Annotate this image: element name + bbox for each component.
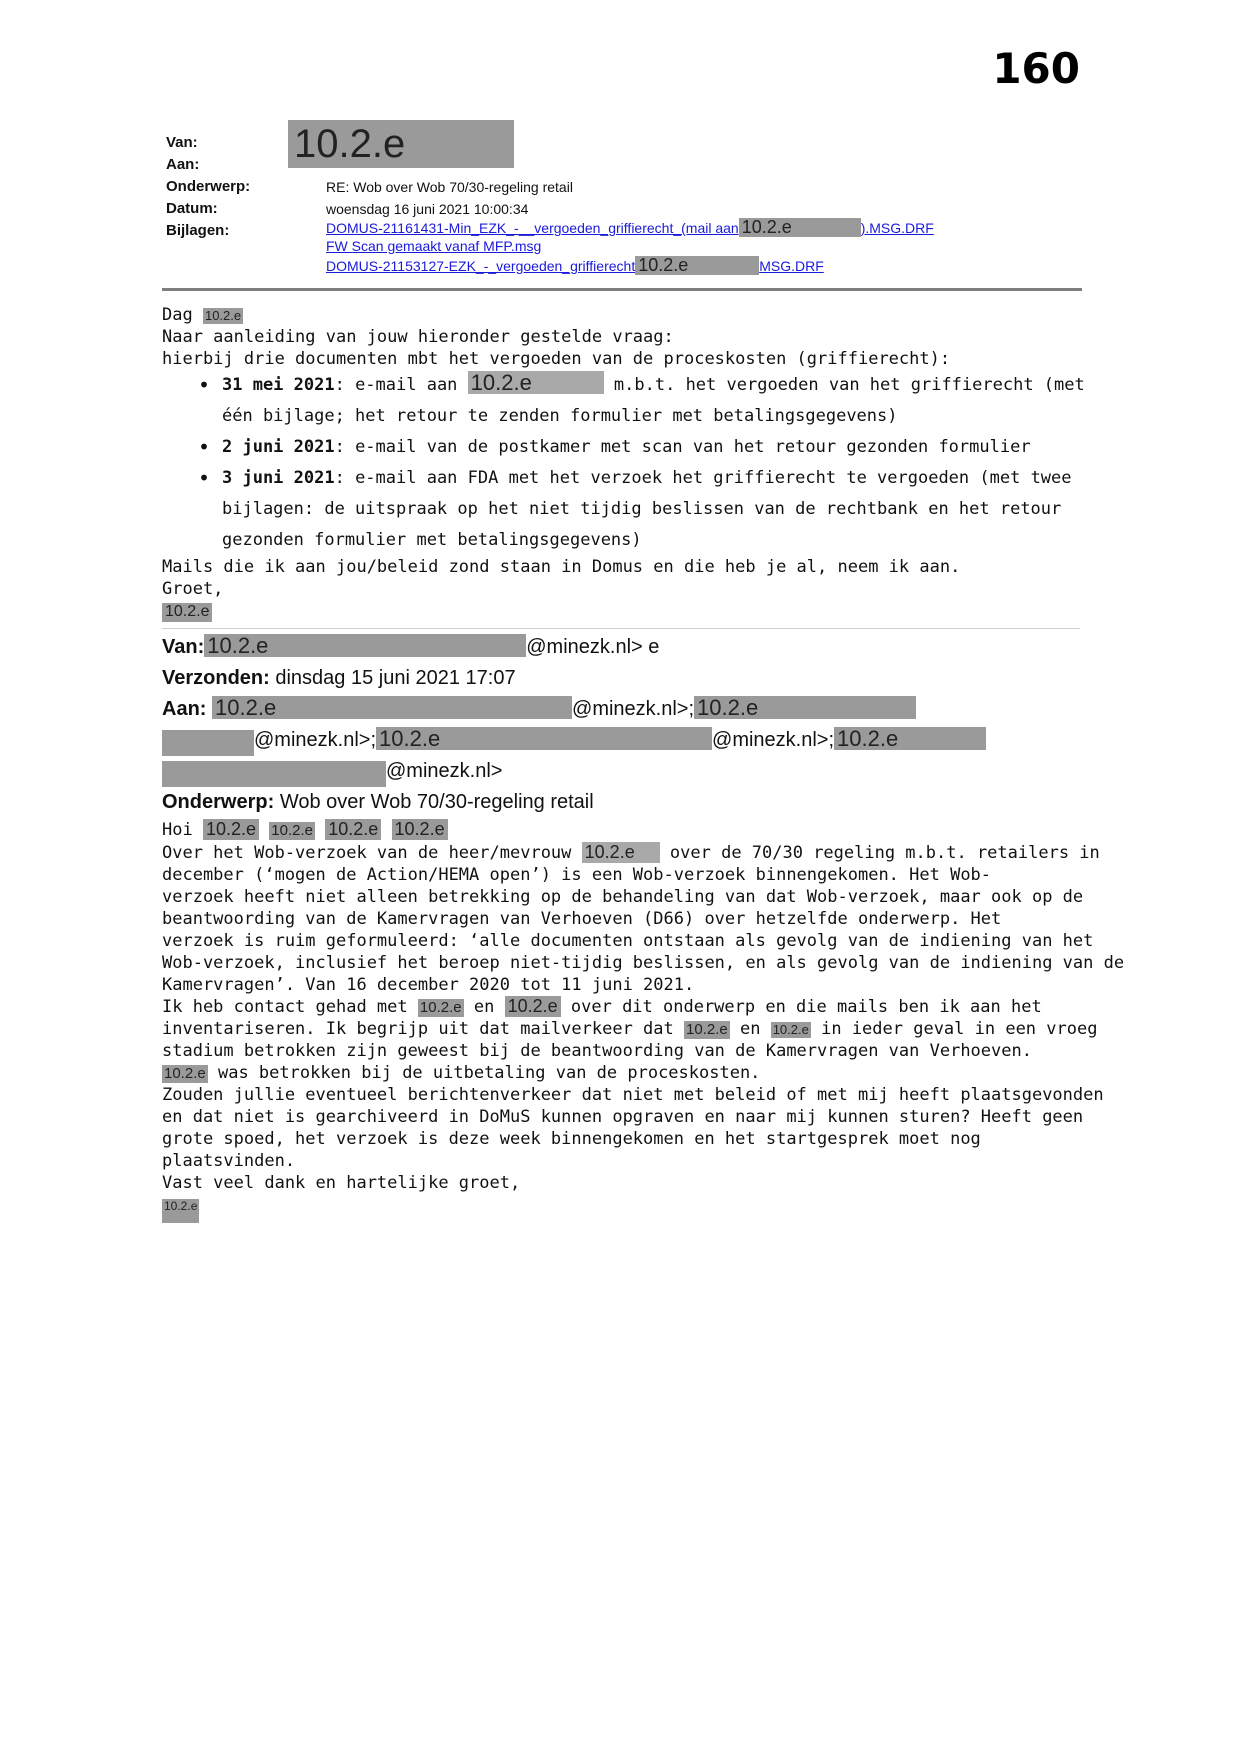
attachment-1-link-suffix[interactable]: ).MSG.DRF [860, 220, 934, 236]
reply-greeting: Dag 10.2.e [162, 305, 242, 325]
reply-line: Naar aanleiding van jouw hieronder gestelde vraag: [162, 327, 674, 347]
redaction: 10.2.e [468, 371, 604, 394]
subject-label: Onderwerp: [166, 178, 251, 195]
redaction: 10.2.e [392, 819, 448, 840]
subject-value: RE: Wob over Wob 70/30-regeling retail [326, 179, 573, 195]
redaction: 10.2.e [204, 308, 242, 323]
page-number: 160 [992, 44, 1080, 93]
original-subject-label: Onderwerp: [162, 791, 275, 813]
original-body [162, 818, 1125, 1223]
redaction: 10.2.e [419, 999, 462, 1016]
reply-line: Mails die ik aan jou/beleid zond staan in Domus en die heb je al, neem ik aan. [162, 557, 961, 577]
redaction: 10.2.e [582, 842, 660, 863]
reply-line: hierbij drie documenten mbt het vergoeden van de proceskosten (griffierecht): [162, 349, 951, 369]
redaction: 10.2.e [204, 634, 526, 657]
email-header-labels [166, 132, 250, 242]
original-closing: Vast veel dank en hartelijke groet, [162, 1173, 521, 1193]
attachment-1 [326, 218, 934, 237]
original-subject-value: Wob over Wob 70/30-regeling retail [279, 791, 594, 813]
redaction: 10.2.e [164, 1065, 206, 1082]
email-header-values [326, 176, 573, 220]
original-sent-value: dinsdag 15 juni 2021 17:07 [275, 667, 516, 689]
redaction: 10.2.e [834, 727, 986, 750]
attachments-list [326, 218, 934, 275]
list-item-continuation: één bijlage; het retour te zenden formulier met betalingsgegevens) [222, 406, 898, 426]
redaction: 10.2.e [376, 727, 712, 750]
original-sent-row [162, 663, 516, 694]
reply-closing: Groet, [162, 579, 224, 599]
redaction: 10.2.e [212, 696, 572, 719]
list-item: • 3 juni 2021: e-mail aan FDA met het verzoek het griffierecht te vergoeden (met twee [222, 463, 1092, 494]
original-line: verzoek heeft niet alleen betrekking op de behandeling van dat Wob-verzoek, maar ook op de [162, 887, 1084, 907]
redaction: 10.2.e [505, 996, 561, 1017]
original-line: en dat niet is gearchiveerd in DoMuS kunnen opgraven en naar mij kunnen sturen? Heeft geen [162, 1107, 1084, 1127]
redaction: 10.2.e [325, 819, 381, 840]
list-item: • 2 juni 2021: e-mail van de postkamer met scan van het retour gezonden formulier [222, 432, 1092, 463]
reply-signature [162, 600, 1092, 622]
original-line: Wob-verzoek, inclusief het beroep niet-tijdig beslissen, en als gevolg van de indiening van de [162, 953, 1125, 973]
date-value: woensdag 16 juni 2021 10:00:34 [326, 201, 529, 217]
from-label: Van: [166, 134, 198, 151]
original-line: Kamervragen’. Van 16 december 2020 tot 11 juni 2021. [162, 975, 695, 995]
original-subject-row [162, 787, 594, 818]
list-item-continuation: bijlagen: de uitspraak op het niet tijdig beslissen van de rechtbank en het retour [222, 499, 1062, 519]
redaction: 10.2.e [686, 1021, 728, 1038]
original-to-label: Aan: [162, 698, 207, 720]
redaction-block [162, 761, 386, 787]
original-line: Zouden jullie eventueel berichtenverkeer dat niet met beleid of met mij heeft plaatsgevonden [162, 1085, 1104, 1105]
original-line: stadium betrokken zijn geweest bij de beantwoording van de Kamervragen van Verhoeven. [162, 1041, 1032, 1061]
redaction: 10.2.e [635, 256, 759, 275]
original-sent-label: Verzonden: [162, 667, 270, 689]
list-item-continuation: gezonden formulier met betalingsgegevens) [222, 530, 642, 550]
original-line: plaatsvinden. [162, 1151, 296, 1171]
redaction: 10.2.e [162, 603, 212, 622]
original-line: verzoek is ruim geformuleerd: ‘alle documenten ontstaan als gevolg van de indiening van het [162, 931, 1094, 951]
redaction: 10.2.e [739, 218, 861, 237]
original-line: Ik heb contact gehad met 10.2.e en 10.2.e over dit onderwerp en die mails ben ik aan het [162, 996, 1042, 1017]
original-to-row-cont: @minezk.nl>; 10.2.e @minezk.nl>; 10.2.e [162, 725, 986, 756]
attachment-1-link[interactable]: DOMUS-21161431-Min_EZK_-__vergoeden_griffierecht_(mail aan [326, 220, 739, 236]
original-signature [162, 1194, 1092, 1223]
redaction-block [162, 730, 254, 756]
attachment-3-link-suffix[interactable]: MSG.DRF [759, 258, 824, 274]
original-from-label: Van: [162, 636, 205, 658]
original-line: Over het Wob-verzoek van de heer/mevrouw 10.2.e over de 70/30 regeling m.b.t. retailers in [162, 842, 1100, 863]
attachment-2-link[interactable]: FW Scan gemaakt vanaf MFP.msg [326, 238, 542, 254]
original-from-row: Van: 10.2.e @minezk.nl> e [162, 633, 660, 658]
redaction: 10.2.e [162, 1199, 199, 1223]
header-divider [162, 288, 1082, 291]
attachment-3 [326, 256, 934, 275]
redaction: 10.2.e [694, 696, 916, 719]
to-label: Aan: [166, 156, 200, 173]
original-line: grote spoed, het verzoek is deze week binnengekomen en het startgesprek moet nog [162, 1129, 981, 1149]
original-to-row-cont2: @minezk.nl> [162, 756, 502, 787]
attachments-label: Bijlagen: [166, 222, 230, 239]
original-line: inventariseren. Ik begrijp uit dat mailverkeer dat 10.2.e en 10.2.e in ieder geval in een vroeg [162, 1019, 1098, 1039]
original-line: beantwoording van de Kamervragen van Verhoeven (D66) over hetzelfde onderwerp. Het [162, 909, 1002, 929]
attachment-2 [326, 237, 934, 256]
original-greeting: Hoi 10.2.e 10.2.e 10.2.e 10.2.e [162, 818, 1092, 842]
date-label: Datum: [166, 200, 218, 217]
redaction: 10.2.e [772, 1022, 809, 1037]
message-divider [162, 628, 1080, 629]
redacted-sender-recipient: 10.2.e [288, 120, 514, 168]
reply-body [162, 304, 1092, 622]
list-item: • 31 mei 2021: e-mail aan 10.2.e m.b.t. het vergoeden van het griffierecht (met [222, 370, 1092, 401]
original-to-row: Aan: 10.2.e @minezk.nl>; 10.2.e [162, 694, 916, 725]
original-line: 10.2.e was betrokken bij de uitbetaling van de proceskosten. [164, 1063, 761, 1083]
original-line: december (‘mogen de Action/HEMA open’) is een Wob-verzoek binnengekomen. Het Wob- [162, 865, 992, 885]
document-list [162, 370, 1092, 556]
redaction: 10.2.e [271, 822, 313, 839]
attachment-3-link[interactable]: DOMUS-21153127-EZK_-_vergoeden_griffierecht [326, 258, 636, 274]
redaction: 10.2.e [203, 819, 259, 840]
